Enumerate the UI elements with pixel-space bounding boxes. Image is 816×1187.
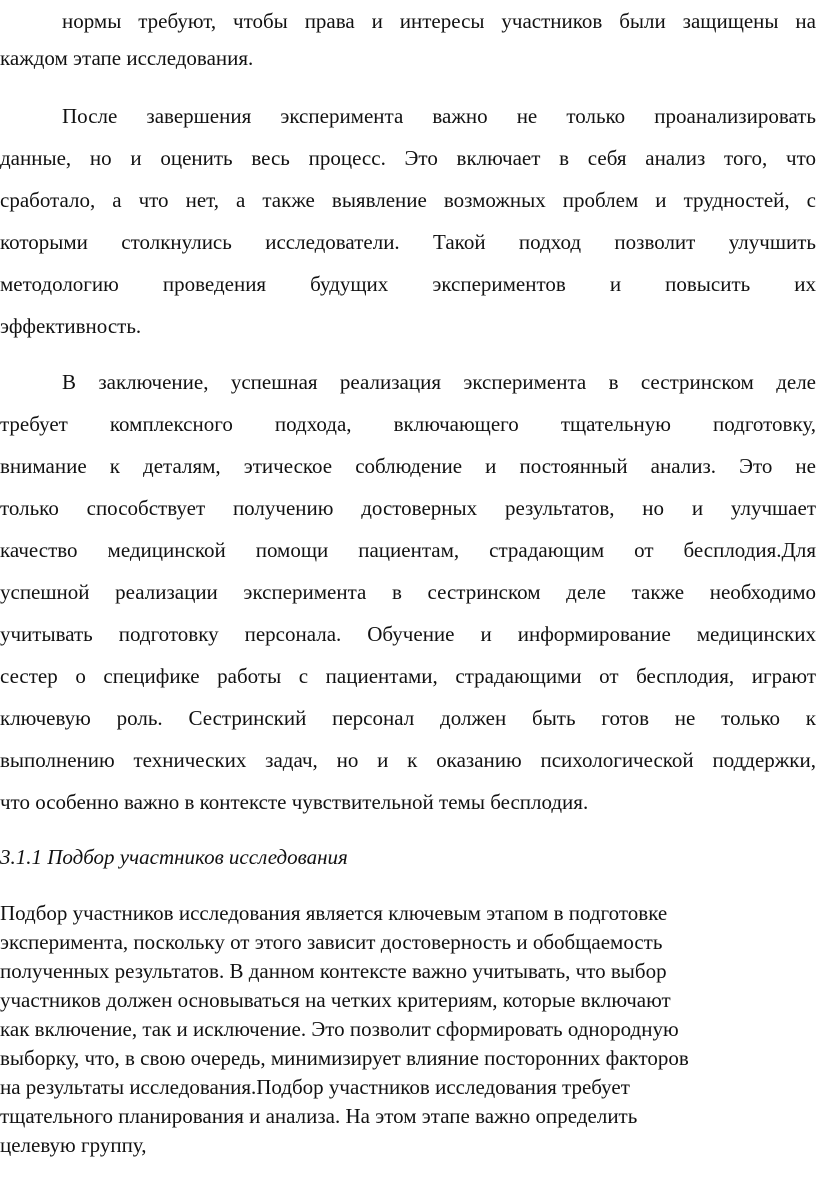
text-line: нормы требуют, чтобы права и интересы участников были защищены на — [62, 9, 816, 33]
text-line: каждом этапе исследования. — [0, 46, 254, 70]
text-line: успешной реализации эксперимента в сестринском деле также необходимо — [0, 580, 816, 604]
text-line: данные, но и оценить весь процесс. Это включает в себя анализ того, что — [0, 146, 816, 170]
text-line: полученных результатов. В данном контексте важно учитывать, что выбор — [0, 959, 667, 983]
text-line: как включение, так и исключение. Это позволит сформировать однородную — [0, 1017, 679, 1041]
text-line: После завершения эксперимента важно не только проанализировать — [62, 104, 816, 128]
text-line: только способствует получению достоверных результатов, но и улучшает — [0, 496, 816, 520]
text-line: выполнению технических задач, но и к оказанию психологической поддержки, — [0, 748, 816, 772]
text-line: что особенно важно в контексте чувствительной темы бесплодия. — [0, 790, 589, 814]
text-line: качество медицинской помощи пациентам, страдающим от бесплодия.Для — [0, 538, 816, 562]
section-heading: 3.1.1 Подбор участников исследования — [0, 845, 348, 869]
text-line: сработало, а что нет, а также выявление возможных проблем и трудностей, с — [0, 188, 816, 212]
text-line: ключевую роль. Сестринский персонал должен быть готов не только к — [0, 706, 816, 730]
text-line: эксперимента, поскольку от этого зависит достоверность и обобщаемость — [0, 930, 663, 954]
text-line: выборку, что, в свою очередь, минимизирует влияние посторонних факторов — [0, 1046, 689, 1070]
text-line: эффективность. — [0, 314, 142, 338]
text-line: методологию проведения будущих экспериментов и повысить их — [0, 272, 816, 296]
text-line: В заключение, успешная реализация эксперимента в сестринском деле — [62, 370, 816, 394]
text-line: на результаты исследования.Подбор участников исследования требует — [0, 1075, 630, 1099]
text-line: которыми столкнулись исследователи. Такой подход позволит улучшить — [0, 230, 816, 254]
text-line: тщательного планирования и анализа. На этом этапе важно определить — [0, 1104, 638, 1128]
text-line: Подбор участников исследования является ключевым этапом в подготовке — [0, 901, 668, 925]
text-line: целевую группу, — [0, 1133, 147, 1157]
text-line: сестер о специфике работы с пациентами, страдающими от бесплодия, играют — [0, 664, 816, 688]
text-line: требует комплексного подхода, включающего тщательную подготовку, — [0, 412, 816, 436]
text-line: участников должен основываться на четких критериям, которые включают — [0, 988, 671, 1012]
text-line: учитывать подготовку персонала. Обучение и информирование медицинских — [0, 622, 816, 646]
text-line: внимание к деталям, этическое соблюдение и постоянный анализ. Это не — [0, 454, 816, 478]
